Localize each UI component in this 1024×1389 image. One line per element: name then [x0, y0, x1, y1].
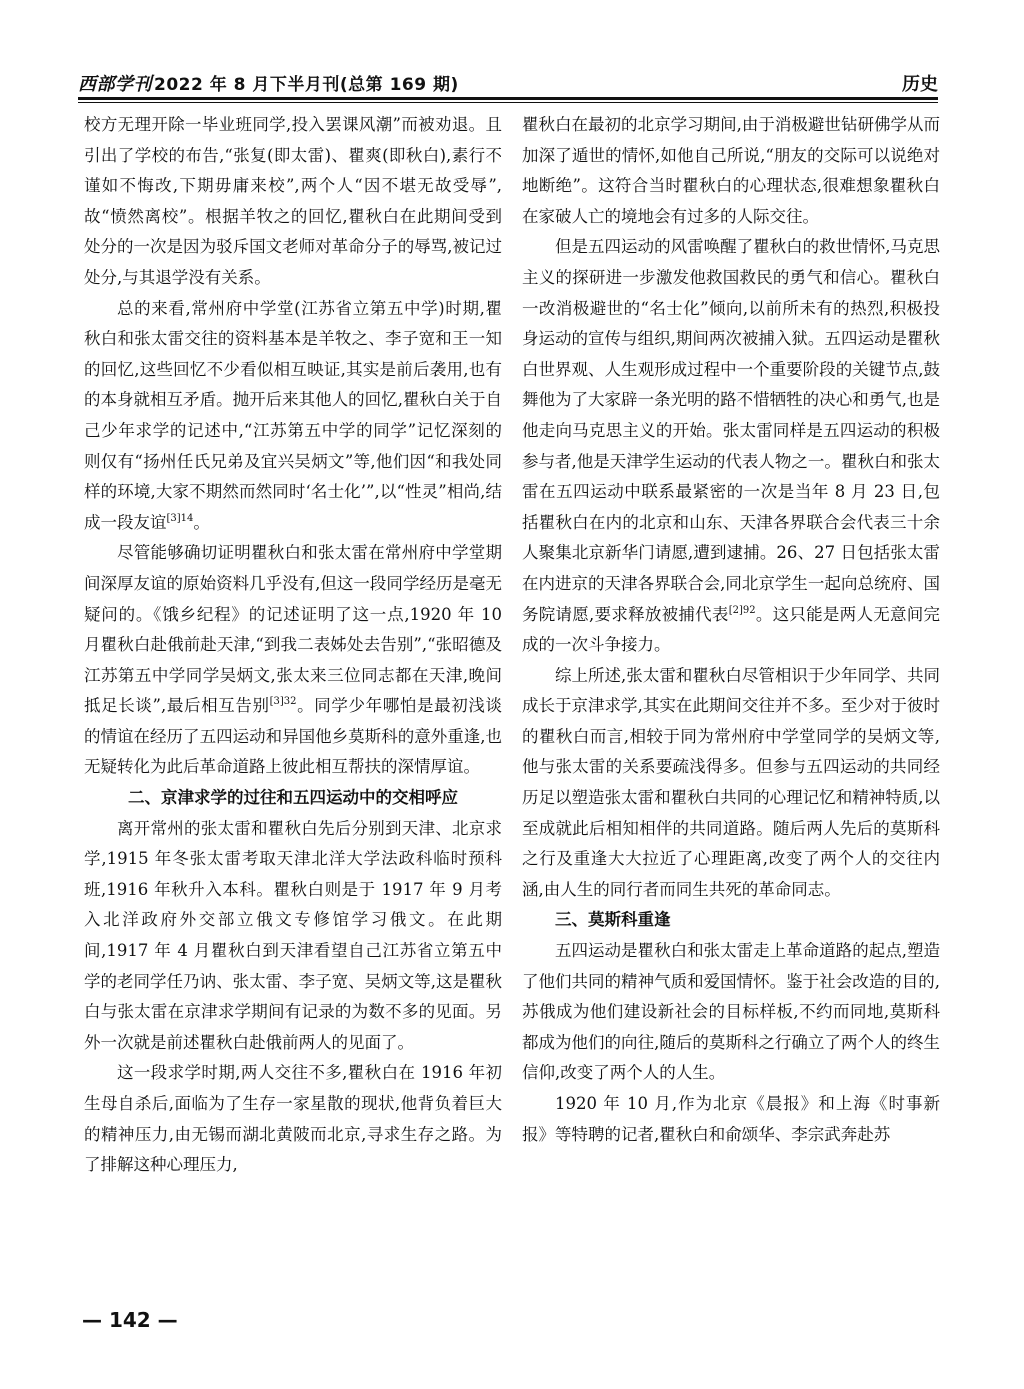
paragraph: 五四运动是瞿秋白和张太雷走上革命道路的起点,塑造了他们共同的精神气质和爱国情怀。鉴于社会改造的目的,苏俄成为他们建设新社会的目标样板,不约而同地,莫斯科都成为他们的向往,随后的莫斯科之行确立了两个人的终生信仰,改变了两个人的人生。	[522, 941, 940, 1083]
citation: [3]32	[269, 696, 297, 708]
paragraph-text: 但是五四运动的风雷唤醒了瞿秋白的救世情怀,马克思主义的探研进一步激发他救国救民的勇气和信心。瞿秋白一改消极避世的“名士化”倾向,以前所未有的热烈,积极投身运动的宣传与组织,期间两次被捕入狱。五四运动是瞿秋白世界观、人生观形成过程中一个重要阶段的关键节点,鼓舞他为了大家辟一条光明的路不惜牺牲的决心和勇气,也是他走向马克思主义的开始。张太雷同样是五四运动的积极参与者,他是天津学生运动的代表人物之一。瞿秋白和张太雷在五四运动中联系最紧密的一次是当年 8 月 23 日,包括瞿秋白在内的北京和山东、天津各界联合会代表三十余人聚集北京新华门请愿,遭到逮捕。26、27 日包括张太雷在内进京的天津各界联合会,同北京学生一起向总统府、国务院请愿,要求释放被捕代表	[522, 237, 940, 624]
paragraph: 综上所述,张太雷和瞿秋白尽管相识于少年同学、共同成长于京津求学,其实在此期间交往并不多。至少对于彼时的瞿秋白而言,相较于同为常州府中学堂同学的吴炳文等,他与张太雷的关系要疏浅得多。但参与五四运动的共同经历足以塑造张太雷和瞿秋白共同的心理记忆和精神特质,以至成就此后相知相伴的共同道路。随后两人先后的莫斯科之行及重逢大大拉近了心理距离,改变了两个人的交往内涵,由人生的同行者而同生共死的革命同志。	[522, 665, 940, 899]
paragraph-text: 。同学少年哪怕是最初浅谈的情谊在经历了五四运动和异国他乡莫斯科的意外重逢,也无疑转化为此后革命道路上彼此相互帮扶的深情厚谊。	[84, 696, 502, 777]
page-number: — 142 —	[82, 1308, 178, 1332]
paragraph-text: 。	[193, 512, 210, 532]
journal-issue	[78, 70, 459, 96]
paragraph-text: 尽管能够确切证明瞿秋白和张太雷在常州府中学堂期间深厚友谊的原始资料几乎没有,但这一段同学经历是毫无疑问的。《饿乡纪程》的记述证明了这一点,1920 年 10 月瞿秋白赴俄前赴天津,“到我二表姊处去告别”,“张昭德及江苏第五中学同学吴炳文,张太来三位同志都在天津,晚间抵足长谈”,最后相互告别	[84, 543, 502, 716]
citation: [2]92	[728, 604, 756, 616]
paragraph-text: 。这只能是两人无意间完成的一次斗争接力。	[522, 604, 941, 655]
paragraph: 校方无理开除一毕业班同学,投入罢课风潮”而被劝退。且引出了学校的布告,“张复(即太雷)、瞿爽(即秋白),素行不谨如不悔改,下期毋庸来校”,两个人“因不堪无故受辱”,故“愤然离校”。根据羊牧之的回忆,瞿秋白在此期间受到处分的一次是因为驳斥国文老师对革命分子的辱骂,被记过处分,与其退学没有关系。	[84, 115, 502, 287]
paragraph	[84, 294, 502, 539]
paragraph-text: 总的来看,常州府中学堂(江苏省立第五中学)时期,瞿秋白和张太雷交往的资料基本是羊牧之、李子宽和王一知的回忆,这些回忆不少看似相互映证,其实是前后袭用,也有的本身就相互矛盾。抛开后来其他人的回忆,瞿秋白关于自己少年求学的记述中,“江苏第五中学的同学”记忆深刻的则仅有“扬州任氏兄弟及宜兴吴炳文”等,他们因“和我处同样的环境,大家不期然而然同时‘名士化’”,以“性灵”相尚,结成一段友谊	[84, 298, 502, 532]
section-heading: 二、京津求学的过往和五四运动中的交相呼应	[128, 788, 458, 808]
section-heading: 三、莫斯科重逢	[555, 910, 671, 930]
paragraph	[522, 232, 940, 660]
paragraph: 瞿秋白在最初的北京学习期间,由于消极避世钻研佛学从而加深了遁世的情怀,如他自己所说,“朋友的交际可以说绝对地断绝”。这符合当时瞿秋白的心理状态,很难想象瞿秋白在家破人亡的境地会有过多的人际交往。	[522, 115, 940, 226]
left-column	[84, 110, 502, 1181]
issue-line: 2022 年 8 月下半月刊(总第 169 期)	[154, 75, 459, 95]
journal-logo: 西部学刊	[78, 74, 152, 95]
section-label: 历史	[902, 74, 938, 95]
paragraph	[84, 538, 502, 783]
running-header	[78, 68, 938, 98]
paragraph: 1920 年 10 月,作为北京《晨报》和上海《时事新报》等特聘的记者,瞿秋白和俞颂华、李宗武奔赴苏	[522, 1094, 940, 1144]
right-column	[522, 110, 940, 1150]
header-rule-thin	[78, 102, 938, 103]
citation: [3]14	[166, 512, 194, 524]
paragraph: 离开常州的张太雷和瞿秋白先后分别到天津、北京求学,1915 年冬张太雷考取天津北洋大学法政科临时预科班,1916 年秋升入本科。瞿秋白则是于 1917 年 9 月考入北洋政府外交部立俄文专修馆学习俄文。在此期间,1917 年 4 月瞿秋白到天津看望自己江苏省立第五中学的老同学任乃讷、张太雷、李子宽、吴炳文等,这是瞿秋白与张太雷在京津求学期间有记录的为数不多的见面。另外一次就是前述瞿秋白赴俄前两人的见面了。	[84, 818, 502, 1052]
paragraph: 这一段求学时期,两人交往不多,瞿秋白在 1916 年初生母自杀后,面临为了生存一家星散的现状,他背负着巨大的精神压力,由无锡而湖北黄陂而北京,寻求生存之路。为了排解这种心理压力,	[84, 1063, 502, 1175]
header-rule	[78, 97, 938, 100]
